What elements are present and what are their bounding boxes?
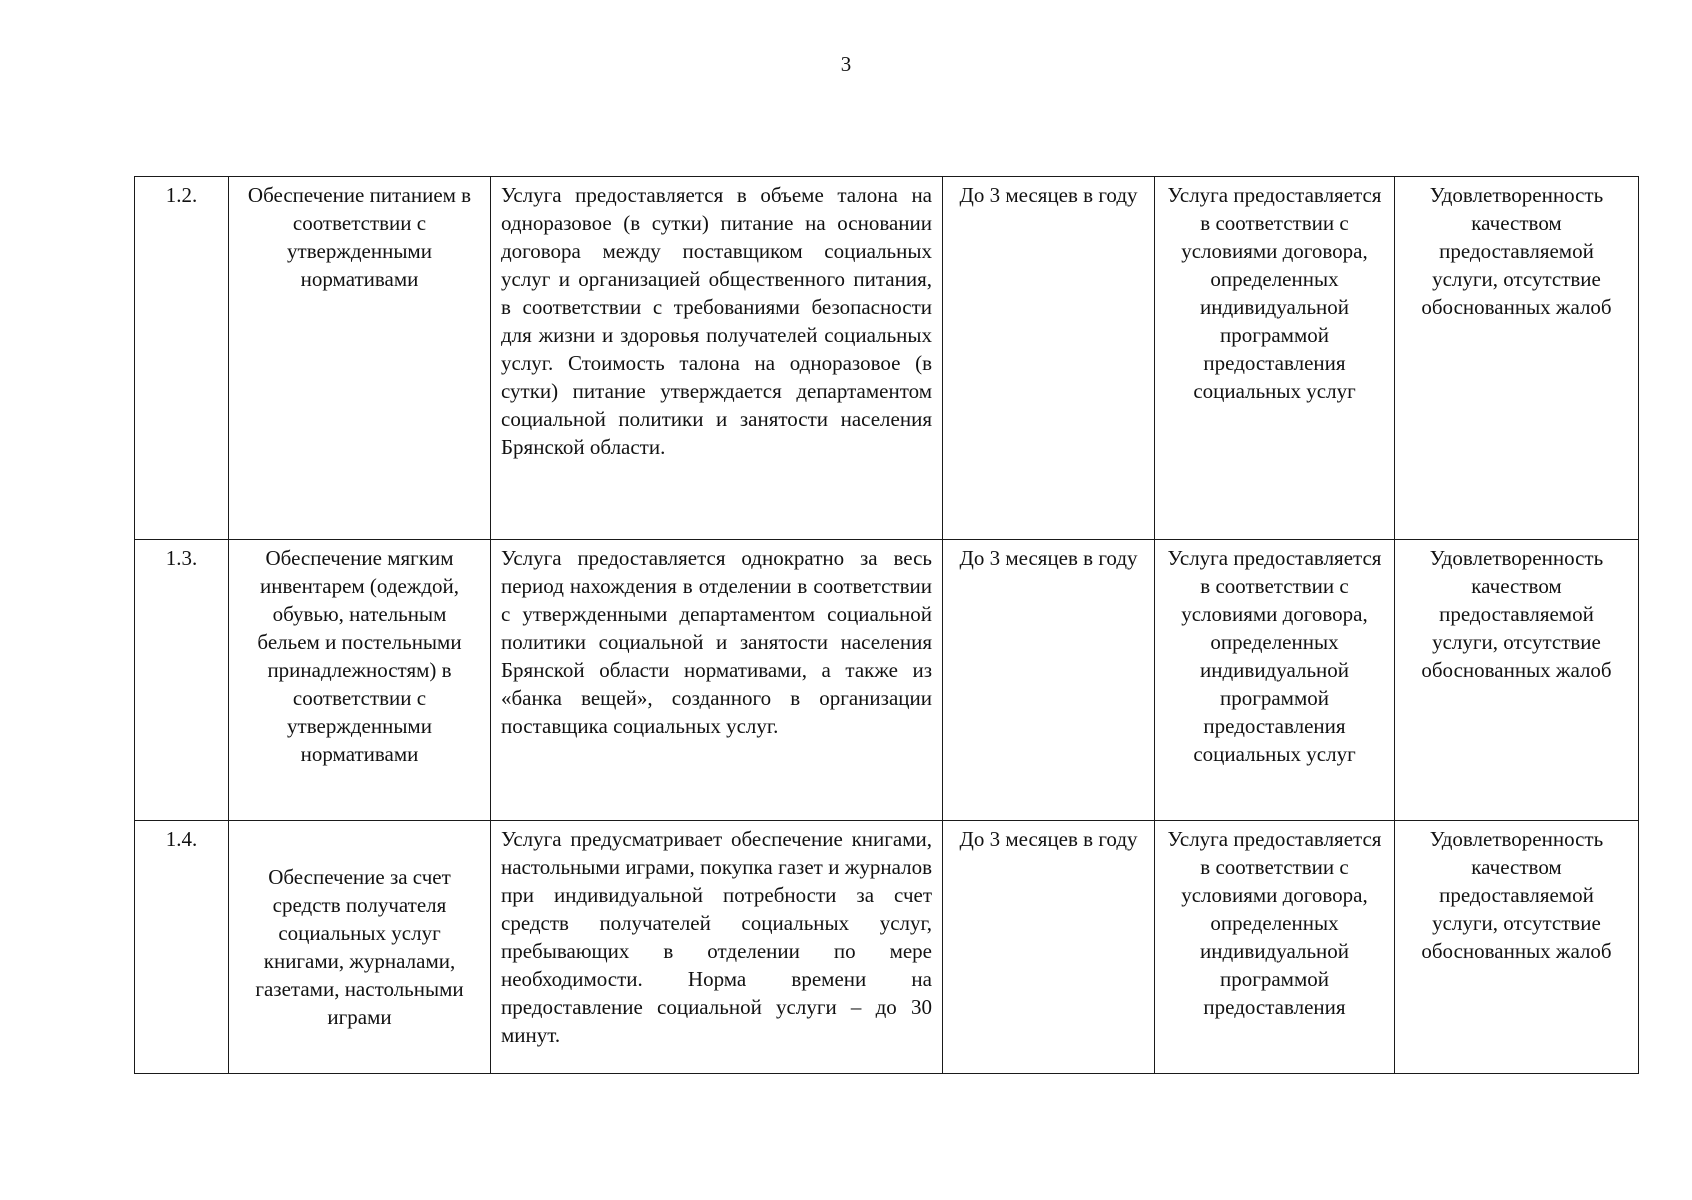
- service-name-cell: Обеспечение мягким инвентарем (одеждой, обувью, нательным бельем и постельными принадлежностям) в соответствии с утвержденными нормативами: [229, 540, 491, 821]
- service-conditions-cell: Услуга предоставляется в соответствии с условиями договора, определенных индивидуальной программой предоставления социальных услуг: [1155, 177, 1395, 540]
- service-quality-cell: Удовлетворенность качеством предоставляемой услуги, отсутствие обоснованных жалоб: [1395, 540, 1639, 821]
- service-term-cell: До 3 месяцев в году: [943, 177, 1155, 540]
- services-table: [134, 176, 1639, 1074]
- service-name-cell: Обеспечение питанием в соответствии с утвержденными нормативами: [229, 177, 491, 540]
- service-term-cell: До 3 месяцев в году: [943, 821, 1155, 1074]
- table-row: [135, 177, 1639, 540]
- service-conditions-cell: Услуга предоставляется в соответствии с условиями договора, определенных индивидуальной программой предоставления социальных услуг: [1155, 540, 1395, 821]
- table-row: [135, 821, 1639, 1074]
- row-number-cell: 1.2.: [135, 177, 229, 540]
- row-number-cell: 1.3.: [135, 540, 229, 821]
- service-term-cell: До 3 месяцев в году: [943, 540, 1155, 821]
- service-description-cell: Услуга предусматривает обеспечение книгами, настольными играми, покупка газет и журналов при индивидуальной потребности за счет средств получателей социальных услуг, пребывающих в отделении по мере необходимости. Норма времени на предоставление социальной услуги – до 30 минут.: [491, 821, 943, 1074]
- service-description-cell: Услуга предоставляется в объеме талона на одноразовое (в сутки) питание на основании договора между поставщиком социальных услуг и организацией общественного питания, в соответствии с требованиями безопасности для жизни и здоровья получателей социальных услуг. Стоимость талона на одноразовое (в сутки) питание утверждается департаментом социальной политики и занятости населения Брянской области.: [491, 177, 943, 540]
- service-quality-cell: Удовлетворенность качеством предоставляемой услуги, отсутствие обоснованных жалоб: [1395, 177, 1639, 540]
- service-name-cell: Обеспечение за счет средств получателя социальных услуг книгами, журналами, газетами, настольными играми: [229, 821, 491, 1074]
- page-number: 3: [840, 52, 852, 76]
- service-quality-cell: Удовлетворенность качеством предоставляемой услуги, отсутствие обоснованных жалоб: [1395, 821, 1639, 1074]
- service-conditions-cell: Услуга предоставляется в соответствии с условиями договора, определенных индивидуальной программой предоставления: [1155, 821, 1395, 1074]
- table-row: [135, 540, 1639, 821]
- row-number-cell: 1.4.: [135, 821, 229, 1074]
- service-description-cell: Услуга предоставляется однократно за весь период нахождения в отделении в соответствии с утвержденными департаментом социальной политики социальной и занятости населения Брянской области нормативами, а также из «банка вещей», созданного в организации поставщика социальных услуг.: [491, 540, 943, 821]
